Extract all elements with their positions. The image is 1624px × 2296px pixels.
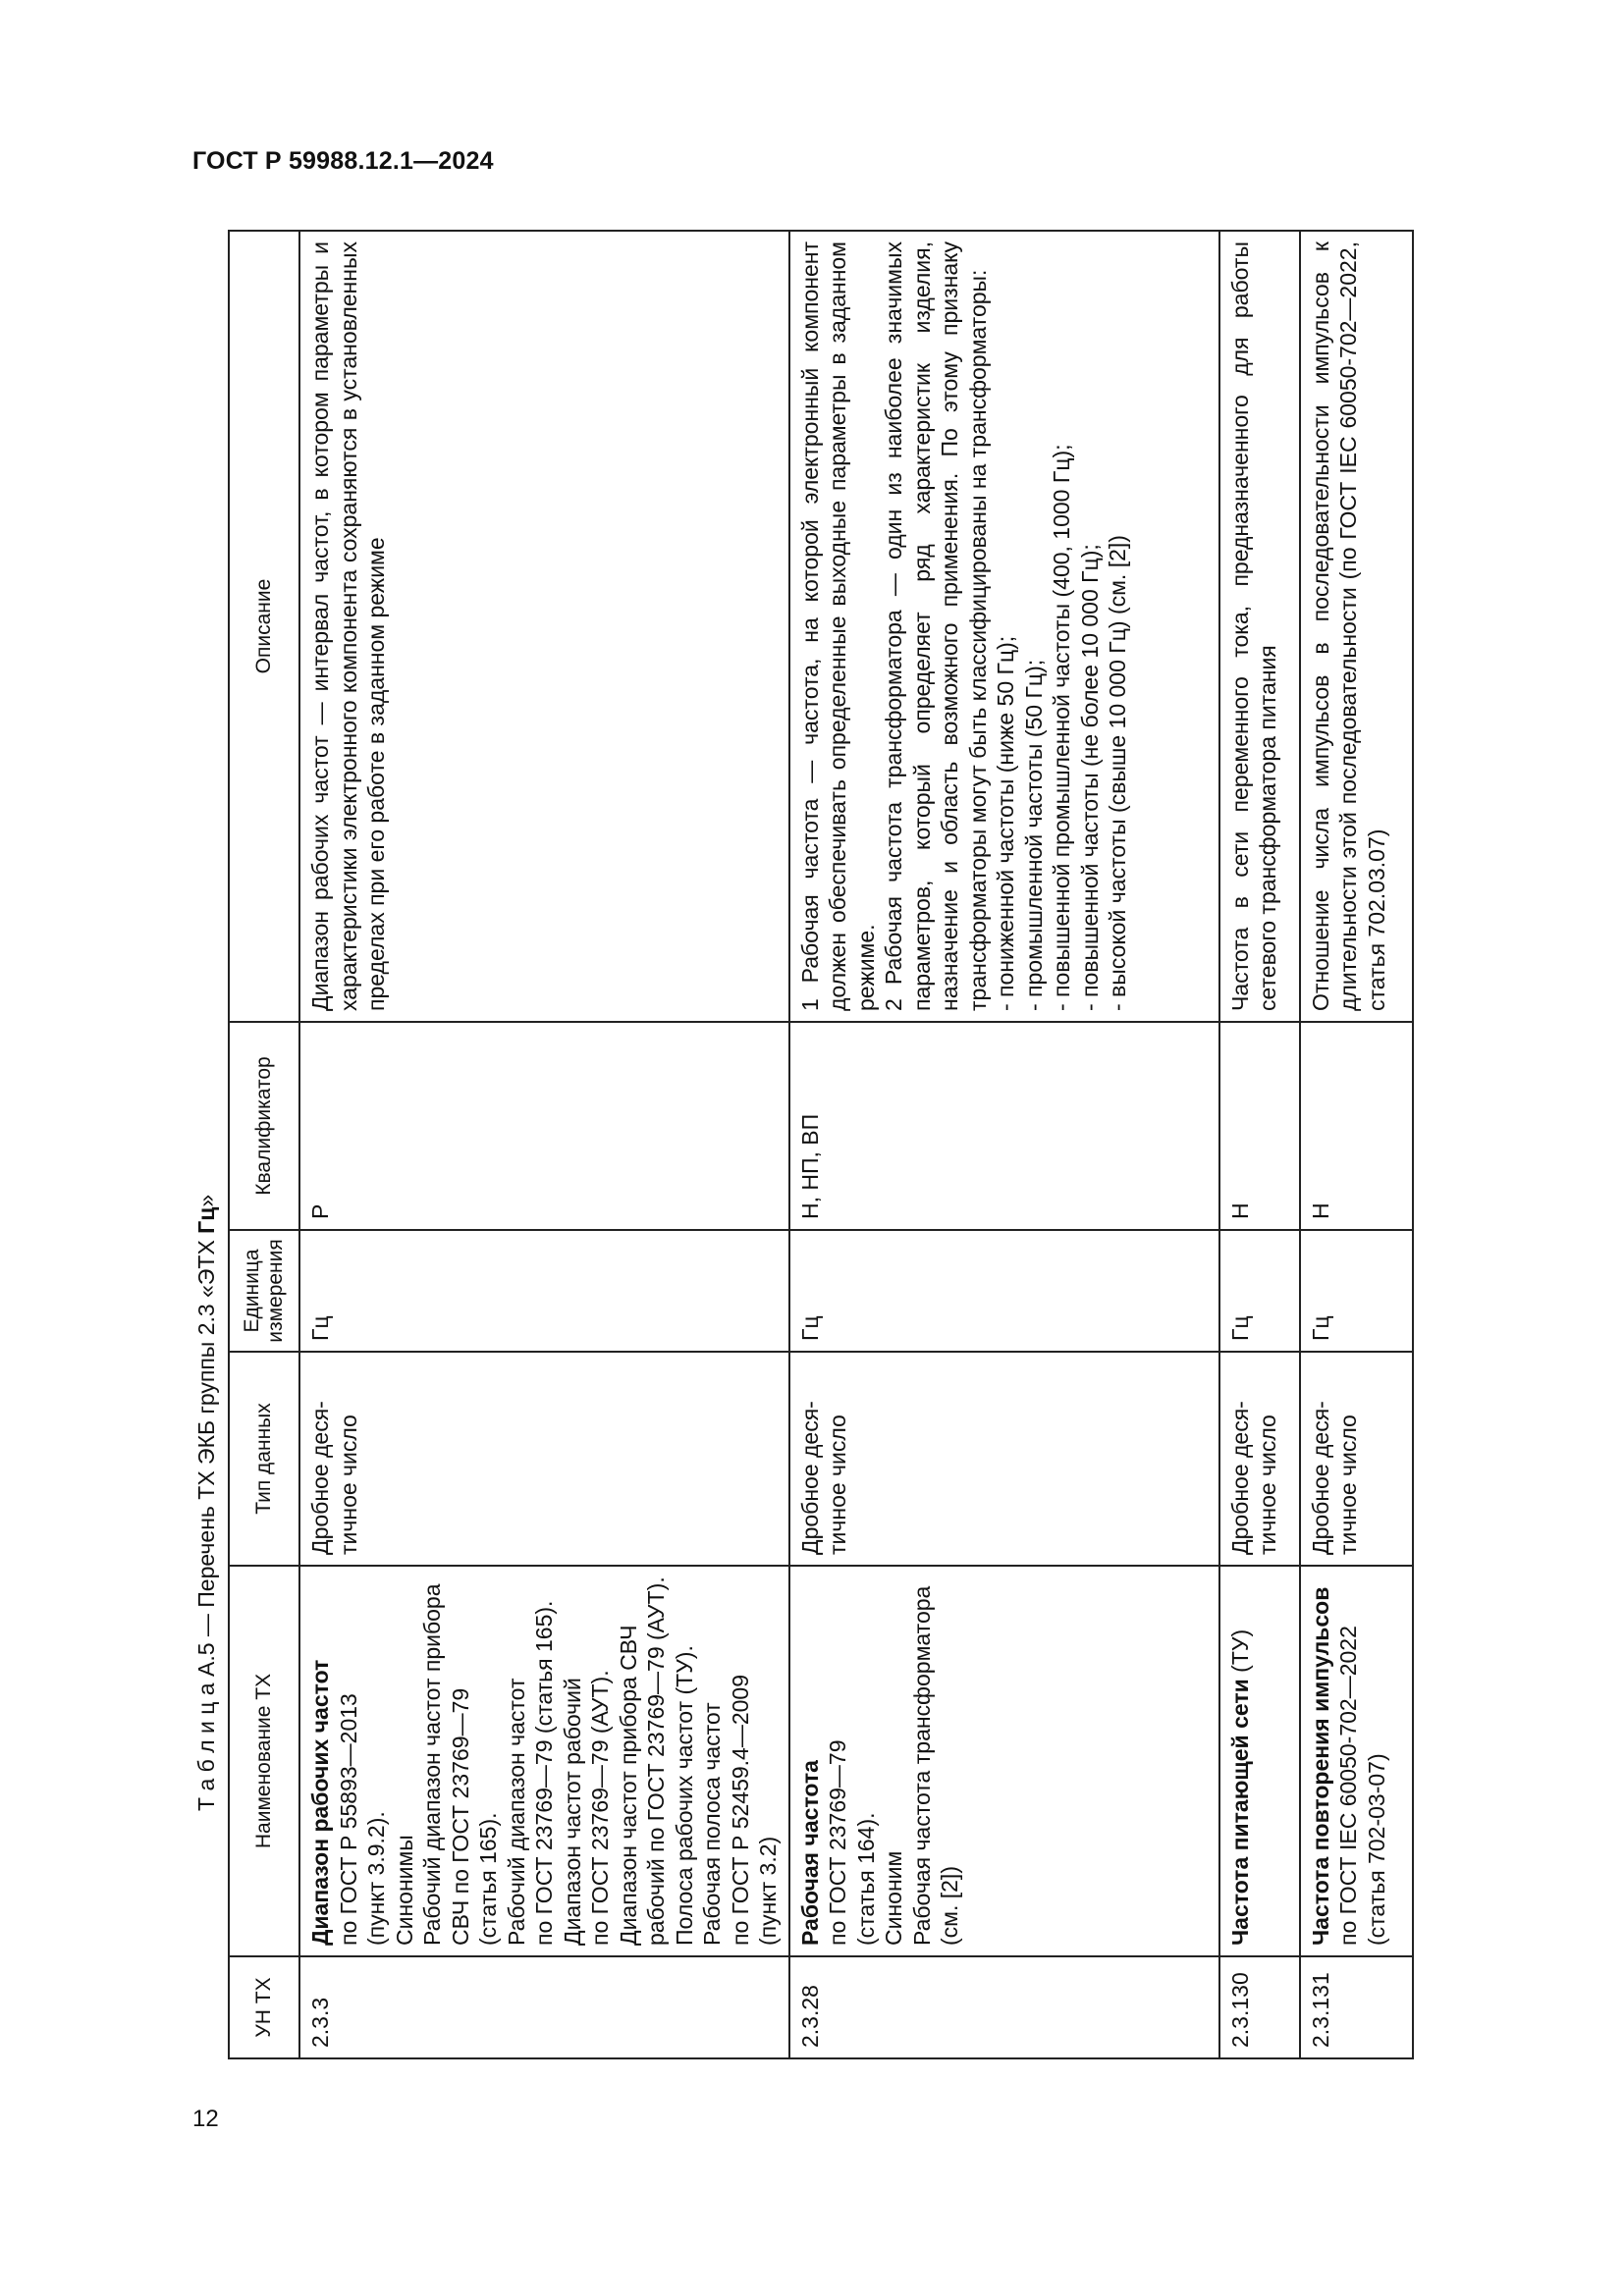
cell-qualifier: Н, НП, ВП <box>789 1022 1219 1230</box>
cell-id: 2.3.130 <box>1219 1956 1300 2058</box>
cell-unit: Гц <box>789 1230 1219 1352</box>
rotated-table-wrapper <box>228 232 1414 2059</box>
cell-name <box>1300 1566 1413 1956</box>
cell-id: 2.3.131 <box>1300 1956 1413 2058</box>
table-row <box>1300 231 1413 2058</box>
description-line: 2 Рабочая частота трансформатора — один из наиболее значимых параметров, который определяет ряд характеристик изделия, назначение и область возможного применения. По этому признаку трансформаторы могут быть классифицированы на трансформаторы: <box>881 241 991 1011</box>
document-header: ГОСТ Р 59988.12.1—2024 <box>192 147 494 175</box>
table-row <box>1219 231 1300 2058</box>
name-line: (статья 164). <box>852 1812 879 1946</box>
name-bold: Диапазон рабочих частот <box>307 1659 333 1946</box>
name-line: (пункт 3.2) <box>755 1836 782 1946</box>
cell-id: 2.3.28 <box>789 1956 1219 2058</box>
cell-name <box>789 1566 1219 1956</box>
cell-description <box>1219 231 1300 1022</box>
cell-qualifier: Р <box>299 1022 789 1230</box>
cell-type: Дробное деся-тичное число <box>299 1352 789 1566</box>
description-line: Отношение числа импульсов в последовательности импульсов к длительности этой последовательности (по ГОСТ IEC 60050-702—2022, статья 702.03.07) <box>1307 241 1389 1011</box>
name-line: СВЧ по ГОСТ 23769—79 <box>447 1687 473 1946</box>
cell-unit: Гц <box>1300 1230 1413 1352</box>
cell-description <box>789 231 1219 1022</box>
name-line: Синонимы <box>391 1835 417 1946</box>
col-header-description: Описание <box>229 231 299 1022</box>
cell-qualifier: Н <box>1300 1022 1413 1230</box>
cell-description <box>299 231 789 1022</box>
name-line: по ГОСТ 23769—79 (АУТ). <box>587 1670 614 1946</box>
name-line: Синоним <box>881 1850 907 1946</box>
cell-name <box>1219 1566 1300 1956</box>
description-line: - пониженной частоты (ниже 50 Гц); <box>993 635 1019 1011</box>
name-bold: Рабочая частота <box>796 1760 823 1946</box>
col-header-unit: Единица измерения <box>229 1230 299 1352</box>
name-line: по ГОСТ IEC 60050-702—2022 <box>1335 1626 1362 1946</box>
name-line: Диапазон частот прибора СВЧ <box>615 1625 641 1946</box>
name-line: по ГОСТ 23769—79 <box>825 1739 851 1946</box>
cell-description <box>1300 231 1413 1022</box>
cell-name <box>299 1566 789 1956</box>
name-line: (статья 702-03-07) <box>1363 1753 1389 1946</box>
caption-suffix: » <box>193 1194 219 1207</box>
name-line: Рабочая полоса частот <box>699 1702 726 1946</box>
cell-id: 2.3.3 <box>299 1956 789 2058</box>
table-caption <box>193 1065 220 1811</box>
name-line: по ГОСТ Р 55893—2013 <box>335 1693 361 1946</box>
name-line: Диапазон частот рабочий <box>559 1678 585 1946</box>
name-bold: Частота питающей сети <box>1226 1679 1253 1946</box>
caption-prefix: Т а б л и ц а А.5 — Перечень ТХ ЭКБ группы 2.3 «ЭТХ <box>193 1233 219 1811</box>
col-header-qualifier: Квалификатор <box>229 1022 299 1230</box>
caption-bold: Гц <box>193 1206 219 1234</box>
description-line: - высокой частоты (свыше 10 000 Гц) (см. [2]) <box>1105 535 1131 1011</box>
name-line: (пункт 3.9.2). <box>363 1811 390 1946</box>
name-line: (см. [2]) <box>937 1866 963 1946</box>
description-line: Частота в сети переменного тока, предназначенного для работы сетевого трансформатора питания <box>1226 241 1281 1011</box>
table-header-row <box>229 231 299 2058</box>
table-row <box>299 231 789 2058</box>
table-row <box>789 231 1219 2058</box>
name-line: Рабочий диапазон частот прибора <box>419 1583 446 1946</box>
description-line: 1 Рабочая частота — частота, на которой электронный компонент должен обеспечивать определенные выходные параметры в заданном режиме. <box>796 241 879 1011</box>
name-line: по ГОСТ 23769—79 (статья 165). <box>531 1600 558 1946</box>
description-line: - промышленной частоты (50 Гц); <box>1020 659 1047 1011</box>
description-line: - повышенной частоты (не более 10 000 Гц); <box>1076 544 1103 1011</box>
cell-unit: Гц <box>1219 1230 1300 1352</box>
name-line: Рабочая частота трансформатора <box>908 1585 935 1946</box>
name-line: (статья 165). <box>475 1812 502 1946</box>
name-bold: Частота повторения импульсов <box>1307 1586 1333 1946</box>
cell-type: Дробное деся-тичное число <box>789 1352 1219 1566</box>
cell-type: Дробное деся-тичное число <box>1300 1352 1413 1566</box>
name-suffix: (ТУ) <box>1226 1629 1253 1680</box>
cell-unit: Гц <box>299 1230 789 1352</box>
name-line: Полоса рабочих частот (ТУ). <box>671 1645 697 1946</box>
name-line: рабочий по ГОСТ 23769—79 (АУТ). <box>643 1576 670 1946</box>
name-line: по ГОСТ Р 52459.4—2009 <box>727 1674 753 1946</box>
name-line: Рабочий диапазон частот <box>503 1678 529 1946</box>
cell-qualifier: Н <box>1219 1022 1300 1230</box>
description-line: - повышенной промышленной частоты (400, 1000 Гц); <box>1049 444 1075 1011</box>
col-header-name: Наименование ТХ <box>229 1566 299 1956</box>
page-number: 12 <box>192 2106 219 2132</box>
description-line: Диапазон рабочих частот — интервал частот, в котором параметры и характеристики электронного компонента сохраняются в установленных пределах при его работе в заданном режиме <box>307 241 390 1011</box>
col-header-id: УН ТХ <box>229 1956 299 2058</box>
characteristics-table <box>228 230 1414 2059</box>
col-header-type: Тип данных <box>229 1352 299 1566</box>
cell-type: Дробное деся-тичное число <box>1219 1352 1300 1566</box>
